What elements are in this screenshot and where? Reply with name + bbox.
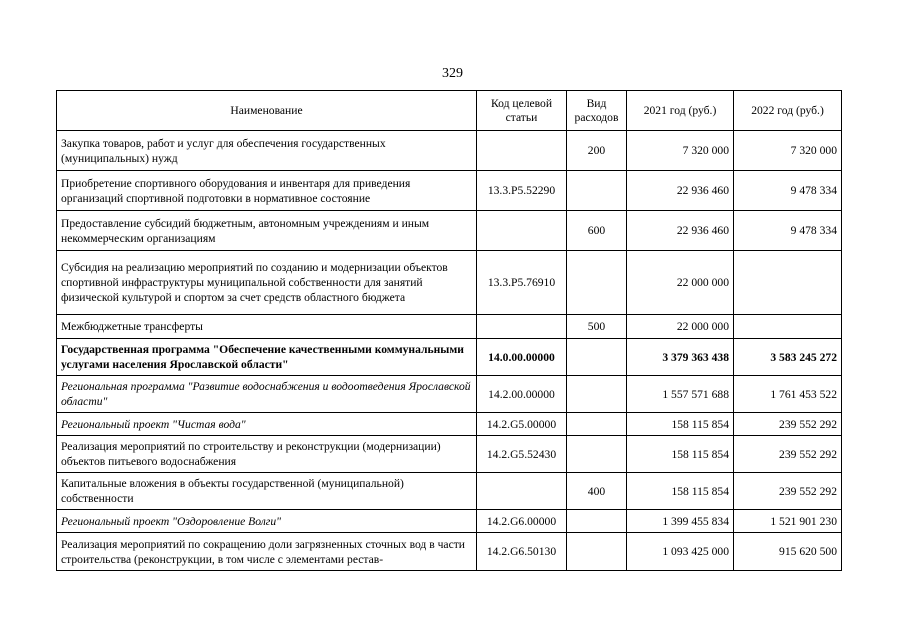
row-code (477, 315, 567, 339)
row-code (477, 211, 567, 251)
row-2021: 1 093 425 000 (627, 533, 734, 571)
row-2022 (734, 315, 842, 339)
row-2022: 239 552 292 (734, 413, 842, 436)
row-name: Капитальные вложения в объекты государственной (муниципальной) собственности (57, 473, 477, 510)
row-2022 (734, 251, 842, 315)
table-row (57, 315, 842, 339)
header-code: Код целевой статьи (477, 91, 567, 131)
row-name: Межбюджетные трансферты (57, 315, 477, 339)
table-row (57, 510, 842, 533)
row-code: 14.2.G5.00000 (477, 413, 567, 436)
table-row (57, 376, 842, 413)
row-code (477, 473, 567, 510)
table-row (57, 171, 842, 211)
row-vid: 400 (567, 473, 627, 510)
row-2022: 3 583 245 272 (734, 339, 842, 376)
row-name: Реализация мероприятий по строительству и реконструкции (модернизации) объектов питьевого водоснабжения (57, 436, 477, 473)
row-name: Государственная программа "Обеспечение качественными коммунальными услугами населения Ярославской области" (57, 339, 477, 376)
row-2021: 7 320 000 (627, 131, 734, 171)
header-name: Наименование (57, 91, 477, 131)
row-2021: 3 379 363 438 (627, 339, 734, 376)
row-vid: 600 (567, 211, 627, 251)
table-header-row (57, 91, 842, 131)
row-vid (567, 413, 627, 436)
row-code: 14.2.G5.52430 (477, 436, 567, 473)
row-code: 14.2.00.00000 (477, 376, 567, 413)
row-2022: 915 620 500 (734, 533, 842, 571)
row-vid: 500 (567, 315, 627, 339)
table-row (57, 413, 842, 436)
row-name: Приобретение спортивного оборудования и инвентаря для приведения организаций спортивной подготовки в нормативное состояние (57, 171, 477, 211)
row-2022: 239 552 292 (734, 436, 842, 473)
page-number: 329 (442, 66, 463, 81)
row-vid (567, 339, 627, 376)
row-2021: 22 000 000 (627, 251, 734, 315)
row-code (477, 131, 567, 171)
table-row (57, 211, 842, 251)
row-code: 13.3.P5.52290 (477, 171, 567, 211)
row-name: Предоставление субсидий бюджетным, автономным учреждениям и иным некоммерческим организациям (57, 211, 477, 251)
row-name: Региональный проект "Чистая вода" (57, 413, 477, 436)
row-vid (567, 510, 627, 533)
row-2022: 9 478 334 (734, 211, 842, 251)
table-row (57, 473, 842, 510)
row-vid (567, 436, 627, 473)
row-2021: 22 936 460 (627, 171, 734, 211)
table-row (57, 436, 842, 473)
row-2022: 1 761 453 522 (734, 376, 842, 413)
row-2021: 1 557 571 688 (627, 376, 734, 413)
row-2021: 1 399 455 834 (627, 510, 734, 533)
row-code: 13.3.P5.76910 (477, 251, 567, 315)
row-2022: 1 521 901 230 (734, 510, 842, 533)
row-vid (567, 376, 627, 413)
row-vid: 200 (567, 131, 627, 171)
row-name: Закупка товаров, работ и услуг для обеспечения государственных (муниципальных) нужд (57, 131, 477, 171)
row-code: 14.2.G6.50130 (477, 533, 567, 571)
row-name: Реализация мероприятий по сокращению доли загрязненных сточных вод в части строительства (реконструкции, в том числе с элементами рестав- (57, 533, 477, 571)
budget-table (56, 90, 842, 571)
row-code: 14.0.00.00000 (477, 339, 567, 376)
header-2021: 2021 год (руб.) (627, 91, 734, 131)
row-2021: 22 000 000 (627, 315, 734, 339)
row-2022: 239 552 292 (734, 473, 842, 510)
row-vid (567, 251, 627, 315)
table-row (57, 251, 842, 315)
table-row (57, 339, 842, 376)
row-code: 14.2.G6.00000 (477, 510, 567, 533)
row-2022: 7 320 000 (734, 131, 842, 171)
row-2022: 9 478 334 (734, 171, 842, 211)
header-vid: Вид расходов (567, 91, 627, 131)
row-name: Субсидия на реализацию мероприятий по созданию и модернизации объектов спортивной инфраструктуры муниципальной собственности для занятий физической культурой и спортом за счет средств областного бюджета (57, 251, 477, 315)
row-name: Региональный проект "Оздоровление Волги" (57, 510, 477, 533)
row-name: Региональная программа "Развитие водоснабжения и водоотведения Ярославской области" (57, 376, 477, 413)
table-row (57, 131, 842, 171)
row-2021: 158 115 854 (627, 473, 734, 510)
header-2022: 2022 год (руб.) (734, 91, 842, 131)
row-2021: 158 115 854 (627, 436, 734, 473)
row-vid (567, 171, 627, 211)
row-vid (567, 533, 627, 571)
row-2021: 158 115 854 (627, 413, 734, 436)
row-2021: 22 936 460 (627, 211, 734, 251)
table-row (57, 533, 842, 571)
